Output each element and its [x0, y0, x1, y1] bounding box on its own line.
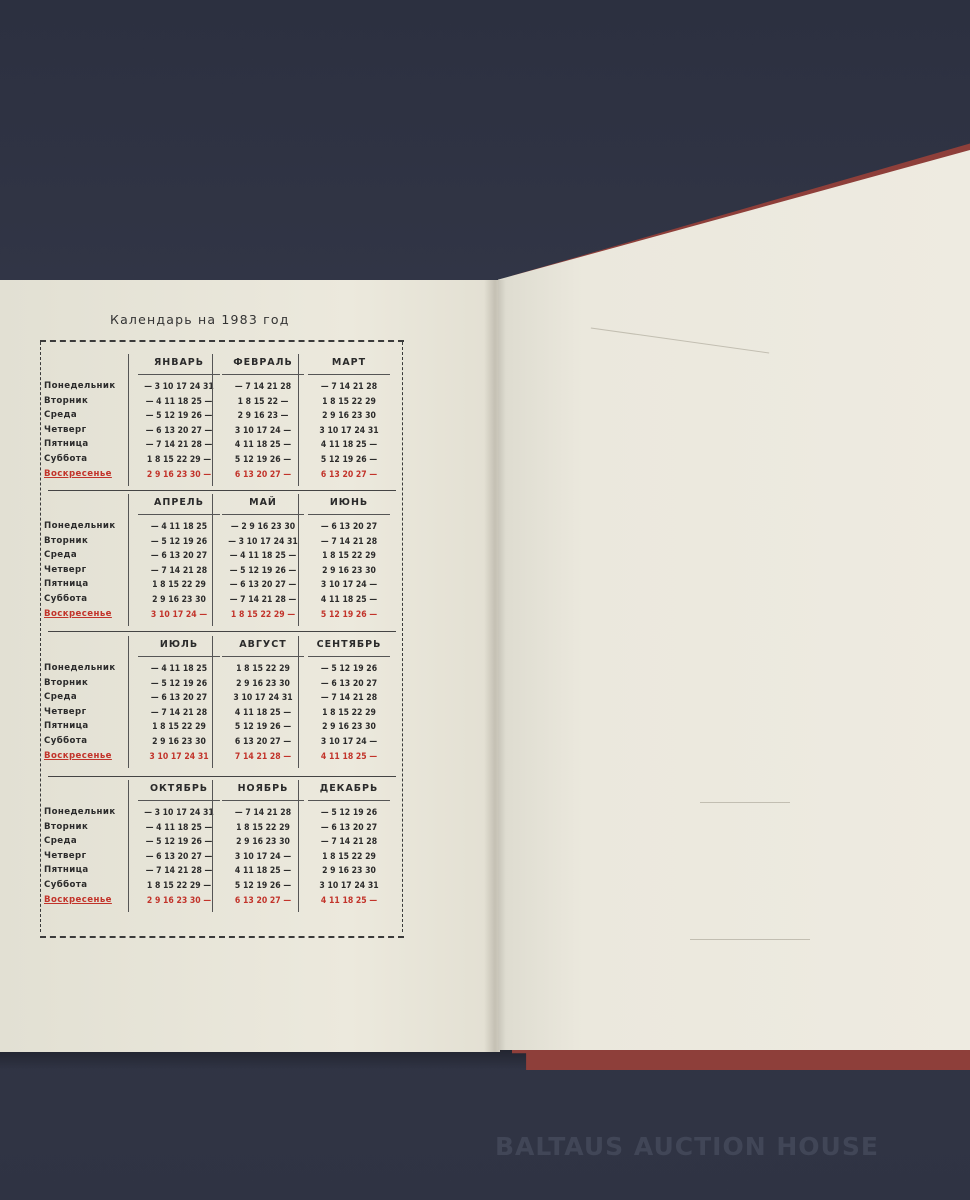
column-rule	[298, 494, 299, 626]
month-name: СЕНТЯБРЬ	[308, 634, 390, 657]
weekday-row: 1 8 15 22 29	[152, 722, 206, 733]
sunday-row: 2 9 16 23 30 —	[146, 469, 212, 480]
weekday-labels	[44, 519, 136, 621]
month-name: МАРТ	[308, 352, 390, 375]
weekday-row: — 7 14 21 28	[320, 837, 378, 848]
weekday-row: 1 8 15 22 29	[322, 396, 376, 407]
sunday-row: 1 8 15 22 29 —	[230, 609, 296, 620]
weekday-row: — 4 11 18 25 —	[145, 822, 213, 833]
weekday-row: 5 12 19 26 —	[234, 722, 292, 733]
month-name: АВГУСТ	[222, 634, 304, 657]
weekday-row: — 5 12 19 26	[150, 536, 208, 547]
weekday-row: — 4 11 18 25 —	[229, 551, 297, 562]
column-rule	[298, 636, 299, 768]
weekday-row: 2 9 16 23 30	[322, 565, 376, 576]
weekday-row: 3 10 17 24 —	[234, 425, 292, 436]
weekday-row: — 7 14 21 28	[150, 565, 208, 576]
weekday-label: Пятница	[44, 865, 89, 876]
weekday-label: Пятница	[44, 721, 89, 732]
month-block	[308, 352, 390, 482]
month-name: АПРЕЛЬ	[138, 492, 220, 515]
month-name: МАЙ	[222, 492, 304, 515]
weekday-row: — 7 14 21 28	[320, 536, 378, 547]
sunday-row: 3 10 17 24 31	[149, 751, 209, 762]
sunday-row: 4 11 18 25 —	[320, 751, 378, 762]
weekday-row: — 7 14 21 28	[150, 707, 208, 718]
quarter-divider	[48, 776, 396, 777]
weekday-row: 3 10 17 24 —	[320, 580, 378, 591]
weekday-row: 1 8 15 22 29 —	[146, 454, 212, 465]
sunday-row: 6 13 20 27 —	[234, 895, 292, 906]
quarter-divider	[48, 631, 396, 632]
weekday-label: Понедельник	[44, 807, 116, 817]
weekday-labels	[44, 661, 136, 763]
weekday-row: — 6 13 20 27	[150, 693, 208, 704]
weekday-row: 3 10 17 24 31	[319, 880, 379, 891]
weekday-row: 2 9 16 23 30	[236, 678, 290, 689]
weekday-label: Вторник	[44, 535, 89, 546]
weekday-row: 4 11 18 25 —	[234, 707, 292, 718]
weekday-label: Среда	[44, 692, 78, 703]
weekday-row: — 7 14 21 28 —	[229, 594, 297, 605]
weekday-label: Четверг	[44, 424, 87, 435]
weekday-label: Суббота	[44, 453, 88, 464]
month-block	[222, 492, 304, 622]
weekday-label: Среда	[44, 836, 78, 847]
weekday-row: 5 12 19 26 —	[234, 880, 292, 891]
weekday-row: 1 8 15 22 29	[152, 580, 206, 591]
weekday-row: 3 10 17 24 —	[234, 851, 292, 862]
weekday-row: 5 12 19 26 —	[234, 454, 292, 465]
weekday-row: 2 9 16 23 30	[322, 866, 376, 877]
month-block	[138, 352, 220, 482]
weekday-row: — 5 12 19 26	[150, 678, 208, 689]
month-name: ЯНВАРЬ	[138, 352, 220, 375]
weekday-row: 1 8 15 22 29	[236, 664, 290, 674]
month-block	[222, 634, 304, 764]
weekday-label: Воскресенье	[44, 894, 112, 905]
weekday-row: — 6 13 20 27	[320, 522, 378, 532]
column-rule	[212, 354, 213, 486]
frame-left-border	[40, 342, 41, 932]
weekday-label: Среда	[44, 410, 78, 421]
month-block	[138, 634, 220, 764]
weekday-row: — 5 12 19 26	[320, 664, 378, 674]
weekday-labels	[44, 379, 136, 481]
weekday-labels	[44, 805, 136, 907]
weekday-row: — 7 14 21 28	[320, 693, 378, 704]
frame-right-border	[402, 342, 403, 932]
weekday-row: — 6 13 20 27	[150, 551, 208, 562]
sunday-row: 5 12 19 26 —	[320, 609, 378, 620]
weekday-row: — 6 13 20 27 —	[229, 580, 297, 591]
weekday-label: Воскресенье	[44, 750, 112, 761]
column-rule	[128, 354, 129, 486]
weekday-row: — 7 14 21 28	[320, 382, 378, 392]
column-rule	[212, 494, 213, 626]
weekday-row: — 3 10 17 24 31	[144, 808, 214, 818]
sunday-row: 3 10 17 24 —	[150, 609, 208, 620]
month-block	[138, 778, 220, 908]
page-crease	[700, 802, 790, 803]
weekday-row: — 6 13 20 27	[320, 822, 378, 833]
weekday-label: Пятница	[44, 579, 89, 590]
weekday-label: Суббота	[44, 735, 88, 746]
weekday-row: 2 9 16 23 30	[322, 411, 376, 422]
weekday-row: 4 11 18 25 —	[234, 440, 292, 451]
weekday-label: Четверг	[44, 564, 87, 575]
weekday-label: Понедельник	[44, 381, 116, 391]
weekday-label: Суббота	[44, 593, 88, 604]
weekday-row: 2 9 16 23 30	[152, 736, 206, 747]
month-block	[308, 634, 390, 764]
weekday-row: — 5 12 19 26 —	[229, 565, 297, 576]
month-block	[308, 492, 390, 622]
weekday-row: 6 13 20 27 —	[234, 736, 292, 747]
weekday-row: — 7 14 21 28 —	[145, 866, 213, 877]
sunday-row: 4 11 18 25 —	[320, 895, 378, 906]
weekday-row: 4 11 18 25 —	[320, 440, 378, 451]
weekday-label: Воскресенье	[44, 608, 112, 619]
weekday-label: Среда	[44, 550, 78, 561]
weekday-label: Понедельник	[44, 521, 116, 531]
weekday-label: Вторник	[44, 821, 89, 832]
weekday-row: 2 9 16 23 30	[152, 594, 206, 605]
watermark: BALTAUS AUCTION HOUSE	[495, 1132, 879, 1161]
weekday-label: Вторник	[44, 395, 89, 406]
sunday-row: 7 14 21 28 —	[234, 751, 292, 762]
column-rule	[212, 636, 213, 768]
weekday-row: — 5 12 19 26	[320, 808, 378, 818]
book-gutter	[484, 280, 506, 1052]
weekday-row: — 4 11 18 25	[150, 522, 208, 532]
weekday-label: Вторник	[44, 677, 89, 688]
weekday-row: — 7 14 21 28	[234, 808, 292, 818]
weekday-label: Четверг	[44, 850, 87, 861]
month-block	[138, 492, 220, 622]
weekday-row: — 7 14 21 28	[234, 382, 292, 392]
weekday-row: 1 8 15 22 29	[322, 551, 376, 562]
weekday-row: 1 8 15 22 29	[236, 822, 290, 833]
weekday-row: — 6 13 20 27 —	[145, 425, 213, 436]
weekday-row: — 3 10 17 24 31	[228, 536, 298, 547]
column-rule	[128, 636, 129, 768]
calendar-title: Календарь на 1983 год	[110, 312, 290, 327]
page-crease	[690, 939, 810, 940]
weekday-row: 2 9 16 23 —	[237, 411, 289, 422]
weekday-row: 1 8 15 22 29	[322, 707, 376, 718]
weekday-row: 2 9 16 23 30	[236, 837, 290, 848]
weekday-row: 4 11 18 25 —	[320, 594, 378, 605]
column-rule	[128, 780, 129, 912]
month-name: ИЮНЬ	[308, 492, 390, 515]
weekday-row: 3 10 17 24 —	[320, 736, 378, 747]
month-name: НОЯБРЬ	[222, 778, 304, 801]
weekday-row: 1 8 15 22 29 —	[146, 880, 212, 891]
weekday-row: 2 9 16 23 30	[322, 722, 376, 733]
sunday-row: 2 9 16 23 30 —	[146, 895, 212, 906]
weekday-row: — 7 14 21 28 —	[145, 440, 213, 451]
weekday-label: Суббота	[44, 879, 88, 890]
weekday-row: — 6 13 20 27	[320, 678, 378, 689]
column-rule	[298, 354, 299, 486]
month-block	[222, 778, 304, 908]
month-name: ОКТЯБРЬ	[138, 778, 220, 801]
weekday-row: — 2 9 16 23 30	[230, 522, 296, 532]
weekday-row: 1 8 15 22 29	[322, 851, 376, 862]
weekday-row: — 4 11 18 25 —	[145, 396, 213, 407]
weekday-row: 3 10 17 24 31	[319, 425, 379, 436]
column-rule	[298, 780, 299, 912]
sunday-row: 6 13 20 27 —	[234, 469, 292, 480]
weekday-label: Воскресенье	[44, 468, 112, 479]
quarter-divider	[48, 490, 396, 491]
sunday-row: 6 13 20 27 —	[320, 469, 378, 480]
weekday-label: Понедельник	[44, 663, 116, 673]
weekday-row: — 5 12 19 26 —	[145, 411, 213, 422]
weekday-row: — 5 12 19 26 —	[145, 837, 213, 848]
weekday-row: — 6 13 20 27 —	[145, 851, 213, 862]
month-block	[308, 778, 390, 908]
column-rule	[212, 780, 213, 912]
weekday-label: Четверг	[44, 706, 87, 717]
month-name: ФЕВРАЛЬ	[222, 352, 304, 375]
month-block	[222, 352, 304, 482]
month-name: ДЕКАБРЬ	[308, 778, 390, 801]
right-page	[498, 150, 970, 1050]
weekday-label: Пятница	[44, 439, 89, 450]
month-name: ИЮЛЬ	[138, 634, 220, 657]
weekday-row: 1 8 15 22 —	[237, 396, 289, 407]
column-rule	[128, 494, 129, 626]
weekday-row: 4 11 18 25 —	[234, 866, 292, 877]
weekday-row: — 4 11 18 25	[150, 664, 208, 674]
weekday-row: 5 12 19 26 —	[320, 454, 378, 465]
weekday-row: — 3 10 17 24 31	[144, 382, 214, 392]
weekday-row: 3 10 17 24 31	[233, 693, 293, 704]
